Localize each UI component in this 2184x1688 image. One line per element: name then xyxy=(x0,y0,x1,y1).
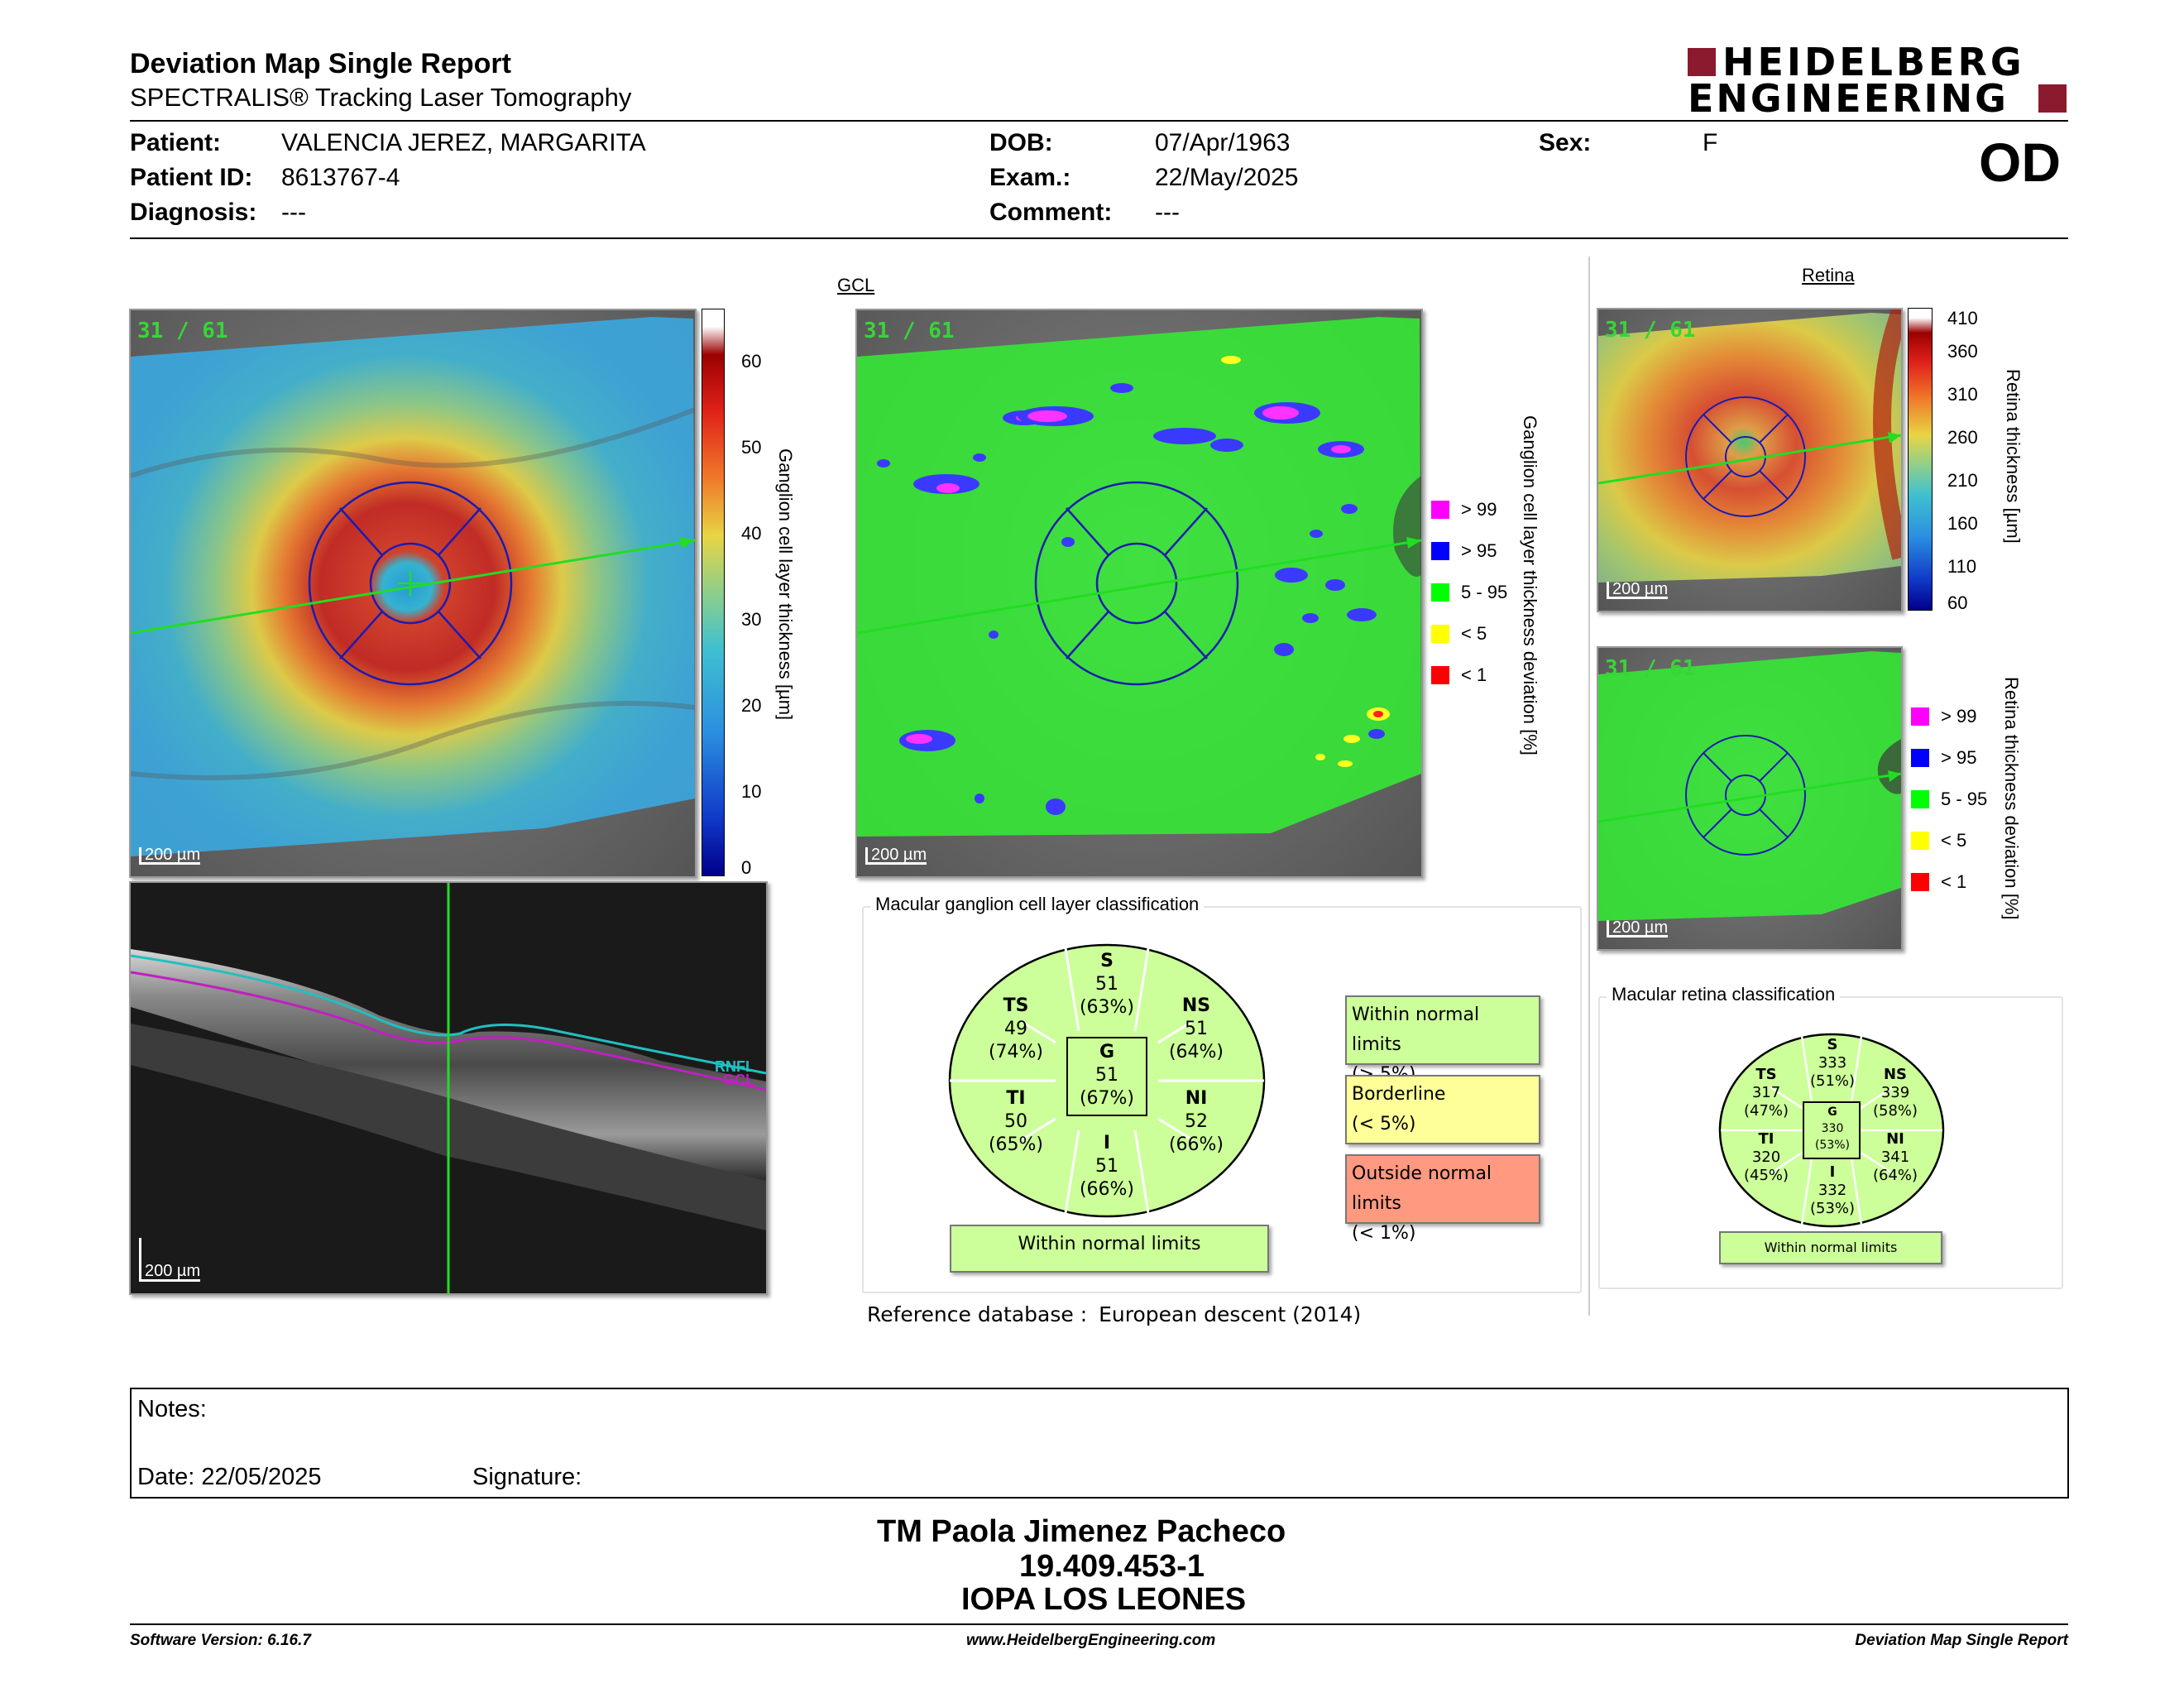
retina-classification-result: Within normal limits xyxy=(1719,1231,1942,1264)
sector-pct: (58%) xyxy=(1872,1102,1918,1120)
section-divider xyxy=(1588,257,1590,1316)
software-version: Software Version: 6.16.7 xyxy=(130,1632,311,1649)
comment-label: Comment: xyxy=(989,199,1113,226)
retina-normal-region xyxy=(1598,651,1901,921)
sector-name: G xyxy=(1827,1105,1837,1119)
sector-value: 51 xyxy=(1095,1156,1118,1177)
gcl-sector-ts xyxy=(975,995,1057,1064)
retina-legend-swatch-4 xyxy=(1911,873,1929,891)
frame-tag: 31 / 61 xyxy=(137,319,228,343)
sector-value: 51 xyxy=(1095,974,1118,995)
gcl-colorbar-tick-6: 0 xyxy=(741,857,752,878)
gcl-legend-swatch-4 xyxy=(1431,666,1449,684)
retina-legend-label-0: > 99 xyxy=(1941,706,1977,727)
retina-thickness-overlay xyxy=(1598,309,1901,611)
notes-box[interactable] xyxy=(130,1388,2069,1499)
gcl-classification-result: Within normal limits xyxy=(950,1225,1269,1273)
sector-name: NS xyxy=(1883,1066,1908,1083)
logo-square-bottom xyxy=(2038,84,2067,113)
retina-sector-ns xyxy=(1866,1066,1924,1120)
gcl-colorbar-tick-4: 20 xyxy=(741,695,762,716)
sector-pct: (64%) xyxy=(1168,1042,1224,1062)
gcl-colorbar-tick-2: 40 xyxy=(741,523,762,544)
patient-name: VALENCIA JEREZ, MARGARITA xyxy=(281,129,646,156)
sector-value: 333 xyxy=(1818,1054,1847,1072)
gcl-sector-i xyxy=(1066,1132,1148,1201)
sector-pct: (47%) xyxy=(1743,1102,1789,1120)
key-line1: Outside normal limits xyxy=(1352,1163,1492,1214)
sector-pct: (51%) xyxy=(1809,1072,1856,1090)
retina-sector-ts xyxy=(1737,1066,1795,1120)
reference-value: European descent (2014) xyxy=(1099,1302,1362,1326)
gcl-deviation-map[interactable] xyxy=(855,309,1423,878)
retina-legend-swatch-1 xyxy=(1911,749,1929,767)
gcl-colorbar-tick-0: 60 xyxy=(741,351,762,372)
diagnosis-value: --- xyxy=(281,199,306,226)
sector-pct: (53%) xyxy=(1809,1200,1856,1217)
gcl-legend-label-0: > 99 xyxy=(1461,499,1497,520)
gcl-thickness-map[interactable] xyxy=(129,309,697,878)
retina-colorbar-tick-2: 310 xyxy=(1947,384,1978,405)
sector-pct: (45%) xyxy=(1743,1167,1789,1184)
retina-section-link[interactable]: Retina xyxy=(1802,265,1855,285)
retina-colorbar-title: Retina thickness [µm] xyxy=(2003,369,2024,544)
patient-id: 8613767-4 xyxy=(281,164,400,191)
sector-name: TI xyxy=(1006,1088,1026,1109)
notes-label: Notes: xyxy=(137,1396,207,1422)
gcl-legend-label-4: < 1 xyxy=(1461,664,1487,685)
scale-bar: 200 µm xyxy=(865,847,927,865)
sector-name: NI xyxy=(1886,1130,1904,1148)
sector-name: NS xyxy=(1181,995,1211,1016)
patient-label: Patient: xyxy=(130,129,222,156)
sector-value: 51 xyxy=(1095,1065,1118,1086)
key-line2: (< 5%) xyxy=(1352,1114,1416,1134)
diagnosis-label: Diagnosis: xyxy=(130,199,257,226)
sector-name: I xyxy=(1103,1133,1111,1153)
retina-sector-s xyxy=(1803,1036,1861,1091)
gcl-deviation-legend-title: Ganglion cell layer thickness deviation [%] xyxy=(1520,415,1540,755)
bscan-image xyxy=(131,883,766,1293)
sector-pct: (64%) xyxy=(1872,1167,1918,1184)
sector-name: TS xyxy=(1755,1066,1777,1083)
retina-classification-title: Macular retina classification xyxy=(1607,984,1840,1005)
gcl-legend-label-3: < 5 xyxy=(1461,623,1487,644)
sector-name: TS xyxy=(1003,995,1029,1016)
sector-pct: (67%) xyxy=(1079,1088,1135,1109)
frame-tag: 31 / 61 xyxy=(1605,656,1696,681)
sector-name: S xyxy=(1100,951,1114,971)
reference-label: Reference database : xyxy=(867,1302,1088,1326)
sex-value: F xyxy=(1703,129,1718,156)
key-line1: Within normal limits xyxy=(1352,1005,1480,1055)
layer-label-rnfl: RNFL xyxy=(715,1058,754,1075)
retina-colorbar-tick-0: 410 xyxy=(1947,308,1978,328)
exam-label: Exam.: xyxy=(989,164,1071,191)
operator-rut: 19.409.453-1 xyxy=(1019,1549,1205,1584)
retina-colorbar xyxy=(1908,308,1933,611)
operator-clinic: IOPA LOS LEONES xyxy=(961,1582,1247,1617)
gcl-legend-swatch-2 xyxy=(1431,583,1449,602)
dob-value: 07/Apr/1963 xyxy=(1155,129,1291,156)
date-label: Date: 22/05/2025 xyxy=(137,1464,322,1490)
scale-bar: 200 µm xyxy=(139,847,200,865)
retina-sector-ti xyxy=(1737,1130,1795,1185)
footer-divider xyxy=(130,1623,2068,1625)
gcl-key-borderline xyxy=(1345,1075,1540,1144)
scale-bar: 200 µm xyxy=(1607,920,1668,938)
exam-value: 22/May/2025 xyxy=(1155,164,1299,191)
retina-sector-g xyxy=(1804,1104,1861,1153)
sector-value: 332 xyxy=(1818,1182,1847,1199)
sector-value: 341 xyxy=(1880,1149,1910,1166)
retina-deviation-legend-title: Retina thickness deviation [%] xyxy=(2001,677,2022,920)
retina-legend-label-4: < 1 xyxy=(1941,871,1967,892)
retina-colorbar-tick-4: 210 xyxy=(1947,470,1978,491)
oct-bscan[interactable] xyxy=(129,881,768,1295)
comment-value: --- xyxy=(1155,199,1180,226)
retina-sector-ni xyxy=(1866,1130,1924,1185)
gcl-legend-swatch-0 xyxy=(1431,501,1449,519)
website-link[interactable]: www.HeidelbergEngineering.com xyxy=(966,1632,1216,1649)
gcl-legend-label-2: 5 - 95 xyxy=(1461,582,1508,602)
operator-name: TM Paola Jimenez Pacheco xyxy=(877,1514,1286,1549)
sector-value: 49 xyxy=(1004,1019,1027,1039)
sector-name: G xyxy=(1099,1042,1115,1062)
gcl-section-link[interactable]: GCL xyxy=(837,275,875,295)
retina-legend-swatch-2 xyxy=(1911,790,1929,808)
gcl-key-outside xyxy=(1345,1154,1540,1244)
sector-value: 52 xyxy=(1185,1111,1208,1132)
header-divider-top xyxy=(130,120,2068,122)
gcl-colorbar-tick-5: 10 xyxy=(741,781,762,802)
sector-pct: (66%) xyxy=(1168,1134,1224,1155)
eye-indicator: OD xyxy=(1979,132,2061,193)
sector-value: 320 xyxy=(1751,1149,1781,1166)
retina-deviation-map[interactable] xyxy=(1597,646,1903,951)
reference-database xyxy=(867,1302,1361,1326)
logo-line-bottom: ENGINEERING xyxy=(1688,76,2009,121)
gcl-legend-label-1: > 95 xyxy=(1461,540,1497,561)
gcl-colorbar xyxy=(702,309,725,876)
gcl-sector-ti xyxy=(975,1087,1057,1157)
layer-label-gcl: GCL xyxy=(723,1072,754,1088)
retina-legend-label-2: 5 - 95 xyxy=(1941,789,1988,809)
retina-legend-label-1: > 95 xyxy=(1941,747,1977,768)
gcl-sector-g xyxy=(1067,1041,1147,1110)
sector-value: 50 xyxy=(1004,1111,1027,1132)
retina-legend-swatch-0 xyxy=(1911,707,1929,726)
gcl-colorbar-tick-1: 50 xyxy=(741,437,762,458)
frame-tag: 31 / 61 xyxy=(1605,318,1696,343)
heidelberg-logo xyxy=(1688,40,2068,121)
retina-colorbar-tick-7: 60 xyxy=(1947,592,1968,613)
retina-colorbar-tick-1: 360 xyxy=(1947,341,1978,362)
sector-pct: (53%) xyxy=(1814,1139,1851,1152)
sector-pct: (65%) xyxy=(988,1134,1044,1155)
gcl-sector-ns xyxy=(1155,995,1238,1064)
sector-name: NI xyxy=(1185,1088,1208,1109)
key-line2: (< 1%) xyxy=(1352,1223,1416,1244)
header-divider-bottom xyxy=(130,237,2068,239)
logo-line-top: HEIDELBERG xyxy=(1722,40,2025,84)
sex-label: Sex: xyxy=(1539,129,1592,156)
report-title: Deviation Map Single Report xyxy=(130,48,511,79)
retina-colorbar-tick-5: 160 xyxy=(1947,513,1978,534)
logo-square-top xyxy=(1688,48,1716,76)
retina-thickness-map[interactable] xyxy=(1597,308,1903,612)
frame-tag: 31 / 61 xyxy=(864,319,955,343)
signature-label: Signature: xyxy=(472,1464,582,1490)
retina-deviation-overlay xyxy=(1598,648,1901,949)
gcl-colorbar-tick-3: 30 xyxy=(741,609,762,630)
gcl-key-within xyxy=(1345,995,1540,1065)
gcl-sector-s xyxy=(1066,950,1148,1019)
key-line1: Borderline xyxy=(1352,1084,1446,1105)
gcl-thickness-overlay xyxy=(131,310,695,876)
gcl-colorbar-title: Ganglion cell layer thickness [µm] xyxy=(775,448,796,721)
patient-id-label: Patient ID: xyxy=(130,164,253,191)
sector-value: 317 xyxy=(1751,1084,1781,1101)
sector-pct: (63%) xyxy=(1079,997,1135,1018)
sector-name: S xyxy=(1827,1036,1838,1053)
sector-pct: (74%) xyxy=(988,1042,1044,1062)
sector-pct: (66%) xyxy=(1079,1179,1135,1200)
scale-bar: 200 µm xyxy=(1607,582,1668,599)
retina-colorbar-tick-3: 260 xyxy=(1947,427,1978,448)
retina-colorbar-tick-6: 110 xyxy=(1947,556,1977,577)
gcl-sector-ni xyxy=(1155,1087,1238,1157)
gcl-deviation-overlay xyxy=(857,310,1421,876)
gcl-normal-region xyxy=(857,317,1421,837)
retina-legend-label-3: < 5 xyxy=(1941,830,1967,851)
retina-sector-i xyxy=(1803,1163,1861,1218)
sector-value: 339 xyxy=(1880,1084,1910,1101)
gcl-legend-swatch-1 xyxy=(1431,542,1449,560)
sector-name: I xyxy=(1829,1163,1836,1181)
sector-value: 51 xyxy=(1185,1019,1208,1039)
report-subtitle: SPECTRALIS® Tracking Laser Tomography xyxy=(130,83,632,112)
retina-legend-swatch-3 xyxy=(1911,832,1929,850)
dob-label: DOB: xyxy=(989,129,1053,156)
footer-report-name: Deviation Map Single Report xyxy=(1855,1632,2068,1649)
gcl-legend-swatch-3 xyxy=(1431,625,1449,643)
scale-bar: 200 µm xyxy=(139,1238,200,1282)
sector-name: TI xyxy=(1758,1130,1774,1148)
gcl-classification-title: Macular ganglion cell layer classification xyxy=(870,894,1204,915)
sector-value: 330 xyxy=(1821,1122,1844,1135)
retina-heat-region xyxy=(1598,313,1901,583)
